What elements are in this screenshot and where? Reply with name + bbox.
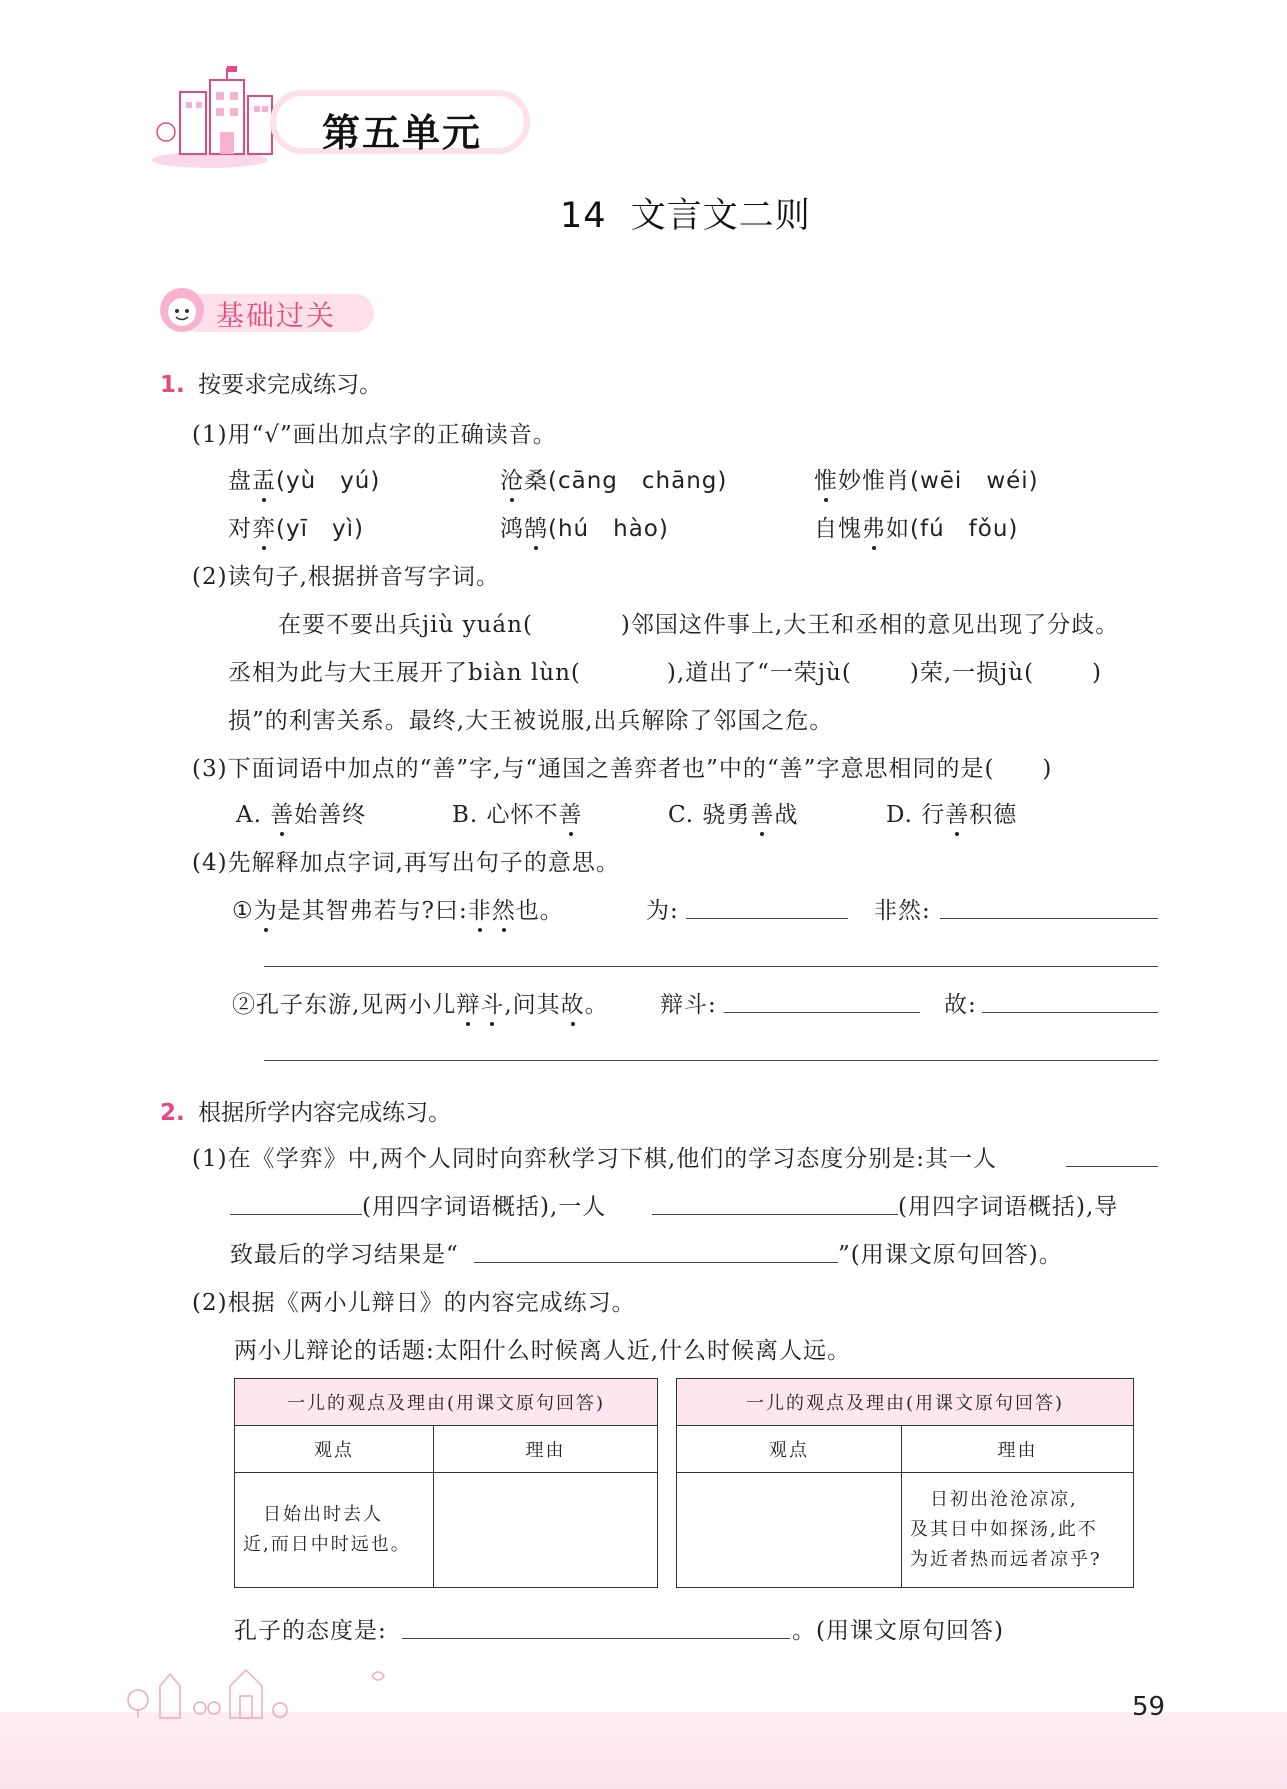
left-col-view: 观点 <box>235 1426 434 1473</box>
right-col-view: 观点 <box>677 1426 902 1473</box>
page-number: 59 <box>1132 1692 1166 1722</box>
q2-p1-blank3[interactable] <box>652 1214 898 1215</box>
q2-p1-blank1[interactable] <box>1066 1166 1158 1167</box>
unit-header <box>150 62 540 172</box>
s1-answer-feiran[interactable] <box>940 918 1158 919</box>
s1-translation-line[interactable] <box>264 966 1158 967</box>
q1-p2-instruction: (2)读句子,根据拼音写字词。 <box>192 564 500 590</box>
option-d[interactable]: D. 行善积德 <box>886 796 1017 829</box>
q2-p2-instruction: (2)根据《两小儿辩日》的内容完成练习。 <box>192 1290 636 1316</box>
q2-heading <box>160 1094 451 1127</box>
q2-p1-line2a: (用四字词语概括),一人 <box>362 1194 607 1220</box>
right-col-reason: 理由 <box>902 1426 1134 1473</box>
left-reason-answer[interactable] <box>434 1473 658 1588</box>
right-reason-cell: 日初出沧沧凉凉, 及其日中如探汤,此不 为近者热而远者凉乎? <box>902 1473 1134 1588</box>
option-a[interactable]: A. 善始善终 <box>236 796 366 829</box>
q1-p2-line2: 丞相为此与大王展开了biàn lùn( ),道出了“一荣jù( )荣,一损jù( ) <box>228 660 1103 686</box>
q2-p1-blank2[interactable] <box>230 1214 362 1215</box>
confucius-note: 。(用课文原句回答) <box>792 1618 1004 1644</box>
left-col-reason: 理由 <box>434 1426 658 1473</box>
right-child-table <box>676 1378 1134 1588</box>
option-c[interactable]: C. 骁勇善战 <box>668 796 798 829</box>
q2-p1-line1: (1)在《学弈》中,两个人同时向弈秋学习下棋,他们的学习态度分别是:其一人 <box>192 1146 997 1172</box>
section-header <box>158 284 378 338</box>
q1-p2-line1: 在要不要出兵jiù yuán( )邻国这件事上,大王和丞相的意见出现了分歧。 <box>278 612 1120 638</box>
q1-number: 1. <box>160 372 185 398</box>
s1-label-wei: 为: <box>646 898 679 924</box>
confucius-label: 孔子的态度是: <box>234 1618 387 1644</box>
confucius-answer[interactable] <box>402 1638 790 1639</box>
right-table-header: 一儿的观点及理由(用课文原句回答) <box>677 1379 1134 1426</box>
q2-title: 根据所学内容完成练习。 <box>198 1100 452 1126</box>
right-view-answer[interactable] <box>677 1473 902 1588</box>
student-avatar-icon <box>158 284 208 338</box>
pinyin-item-3: 惟妙惟肖(wēi wéi) <box>814 462 1039 495</box>
unit-title: 第五单元 <box>322 111 483 155</box>
pinyin-item-5: 鸿鹄(hú hào) <box>500 510 669 543</box>
q1-p4-sentence1: ①为是其智弗若与?曰:非然也。 <box>232 892 564 925</box>
q2-p1-line3a: 致最后的学习结果是“ <box>230 1242 459 1268</box>
pinyin-item-2: 沧桑(cāng chāng) <box>500 462 727 495</box>
q2-p2-topic: 两小儿辩论的话题:太阳什么时候离人近,什么时候离人远。 <box>234 1338 852 1364</box>
pinyin-item-4: 对弈(yī yì) <box>228 510 364 543</box>
left-child-table <box>234 1378 658 1588</box>
s2-translation-line[interactable] <box>264 1060 1158 1061</box>
s2-label-gu: 故: <box>944 992 977 1018</box>
footer-band <box>0 1712 1287 1789</box>
s1-answer-wei[interactable] <box>686 918 848 919</box>
q2-p1-line3b: ”(用课文原句回答)。 <box>838 1242 1063 1268</box>
s2-answer-biandou[interactable] <box>724 1012 920 1013</box>
option-b[interactable]: B. 心怀不善 <box>452 796 583 829</box>
q1-p1-instruction: (1)用“√”画出加点字的正确读音。 <box>192 422 557 448</box>
town-illustration-icon <box>120 1650 400 1720</box>
q1-heading <box>160 366 382 399</box>
q1-p3-instruction: (3)下面词语中加点的“善”字,与“通国之善弈者也”中的“善”字意思相同的是( ) <box>192 756 1053 782</box>
pinyin-item-1: 盘盂(yù yú) <box>228 462 380 495</box>
left-table-header: 一儿的观点及理由(用课文原句回答) <box>235 1379 658 1426</box>
q2-number: 2. <box>160 1100 185 1126</box>
pinyin-item-6: 自愧弗如(fú fǒu) <box>814 510 1018 543</box>
lesson-title: 14 文言文二则 <box>560 196 811 236</box>
q1-p4-sentence2: ②孔子东游,见两小儿辩斗,问其故。 <box>232 986 609 1019</box>
s1-label-feiran: 非然: <box>874 898 931 924</box>
q1-p4-instruction: (4)先解释加点字词,再写出句子的意思。 <box>192 850 620 876</box>
q2-p1-blank4[interactable] <box>474 1262 838 1263</box>
s2-label-biandou: 辩斗: <box>660 992 717 1018</box>
q1-title: 按要求完成练习。 <box>198 372 383 398</box>
q1-p2-line3: 损”的利害关系。最终,大王被说服,出兵解除了邻国之危。 <box>228 708 834 734</box>
q2-p1-line2b: (用四字词语概括),导 <box>898 1194 1119 1220</box>
s2-answer-gu[interactable] <box>982 1012 1158 1013</box>
section-label: 基础过关 <box>216 299 337 332</box>
left-view-cell: 日始出时去人 近,而日中时远也。 <box>235 1473 434 1588</box>
